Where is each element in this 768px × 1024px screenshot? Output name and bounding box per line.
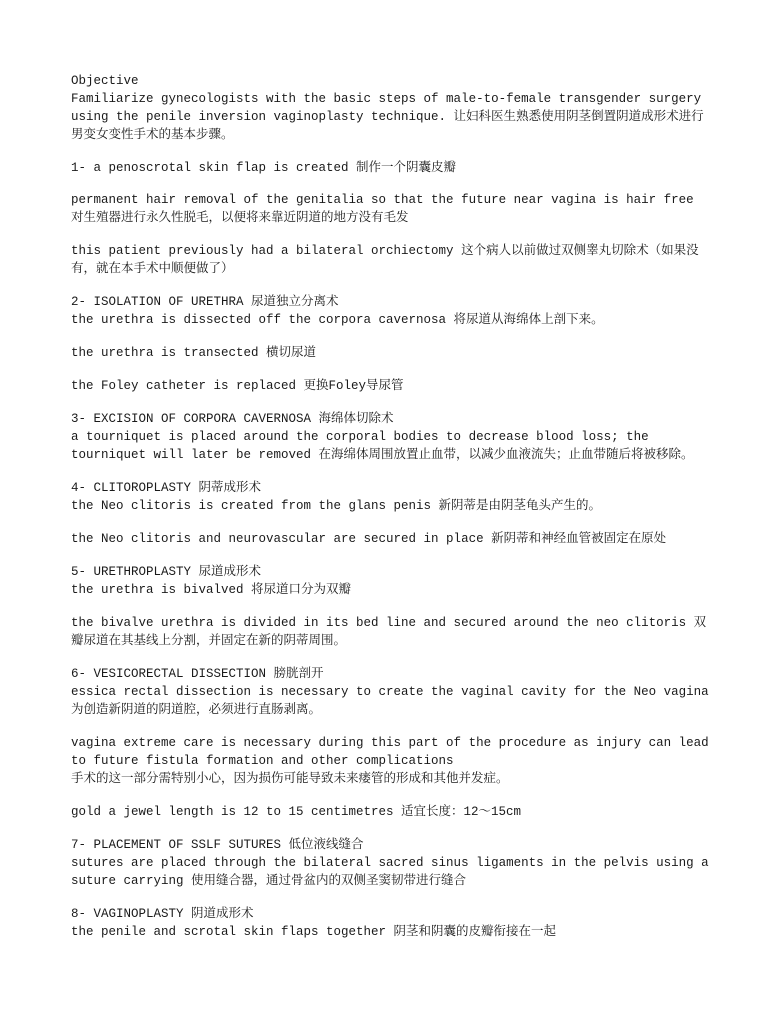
step-2-paragraph-1: the urethra is dissected off the corpora cavernosa 将尿道从海绵体上剖下来。 xyxy=(71,313,604,327)
step-3-heading: 3- EXCISION OF CORPORA CAVERNOSA 海绵体切除术 xyxy=(71,412,394,426)
step-2-heading: 2- ISOLATION OF URETHRA 尿道独立分离术 xyxy=(71,295,339,309)
step-1-paragraph-2: this patient previously had a bilateral orchiectomy 这个病人以前做过双侧睾丸切除术（如果没有，就在本手术中顺便做了） xyxy=(71,244,699,276)
step-8-heading: 8- VAGINOPLASTY 阴道成形术 xyxy=(71,907,254,921)
step-6-section xyxy=(71,665,711,821)
step-4-paragraph-2: the Neo clitoris and neurovascular are secured in place 新阴蒂和神经血管被固定在原处 xyxy=(71,532,667,546)
step-1-heading: 1- a penoscrotal skin flap is created 制作一个阴囊皮瓣 xyxy=(71,161,457,175)
step-2-paragraph-2: the urethra is transected 横切尿道 xyxy=(71,346,317,360)
step-2-section xyxy=(71,293,711,395)
step-4-heading: 4- CLITOROPLASTY 阴蒂成形术 xyxy=(71,481,262,495)
step-7-section xyxy=(71,836,711,890)
step-8-section xyxy=(71,905,711,941)
step-6-paragraph-2-en: vagina extreme care is necessary during this part of the procedure as injury can lead to future fistula formation and other complications xyxy=(71,736,709,768)
step-3-paragraph-1: a tourniquet is placed around the corporal bodies to decrease blood loss; the tourniquet will later be removed 在海绵体周围放置止血带，以减少血液流失；止血带随后将被移除。 xyxy=(71,430,694,462)
step-4-paragraph-1: the Neo clitoris is created from the glans penis 新阴蒂是由阴茎龟头产生的。 xyxy=(71,499,602,513)
document-page xyxy=(71,72,711,941)
step-6-paragraph-3: gold a jewel length is 12 to 15 centimetres 适宜长度：12～15cm xyxy=(71,805,522,819)
step-5-heading: 5- URETHROPLASTY 尿道成形术 xyxy=(71,565,262,579)
step-6-paragraph-1: essica rectal dissection is necessary to create the vaginal cavity for the Neo vagina 为创造新阴道的阴道腔，必须进行直肠剥离。 xyxy=(71,685,709,717)
step-1-paragraph-1: permanent hair removal of the genitalia so that the future near vagina is hair free 对生殖器进行永久性脱毛，以便将来靠近阴道的地方没有毛发 xyxy=(71,193,694,225)
step-7-heading: 7- PLACEMENT OF SSLF SUTURES 低位液线缝合 xyxy=(71,838,364,852)
step-1-section xyxy=(71,159,711,278)
step-7-paragraph-1: sutures are placed through the bilateral sacred sinus ligaments in the pelvis using a suture carrying 使用缝合器，通过骨盆内的双侧圣窦韧带进行缝合 xyxy=(71,856,709,888)
step-8-paragraph-1: the penile and scrotal skin flaps together 阴茎和阴囊的皮瓣衔接在一起 xyxy=(71,925,557,939)
step-5-paragraph-2: the bivalve urethra is divided in its bed line and secured around the neo clitoris 双瓣尿道在其基线上分割，并固定在新的阴蒂周围。 xyxy=(71,616,707,648)
step-4-section xyxy=(71,479,711,548)
step-5-section xyxy=(71,563,711,650)
objective-section xyxy=(71,72,711,144)
step-6-heading: 6- VESICORECTAL DISSECTION 膀胱剖开 xyxy=(71,667,324,681)
step-6-paragraph-2-zh: 手术的这一部分需特别小心，因为损伤可能导致未来瘘管的形成和其他并发症。 xyxy=(71,772,509,786)
objective-label: Objective xyxy=(71,74,139,88)
step-2-paragraph-3: the Foley catheter is replaced 更换Foley导尿管 xyxy=(71,379,404,393)
step-3-section xyxy=(71,410,711,464)
step-5-paragraph-1: the urethra is bivalved 将尿道口分为双瓣 xyxy=(71,583,352,597)
objective-text: Familiarize gynecologists with the basic steps of male-to-female transgender surgery using the penile inversion vaginoplasty technique. 让妇科医生熟悉使用阴茎倒置阴道成形术进行男变女变性手术的基本步骤。 xyxy=(71,92,704,142)
